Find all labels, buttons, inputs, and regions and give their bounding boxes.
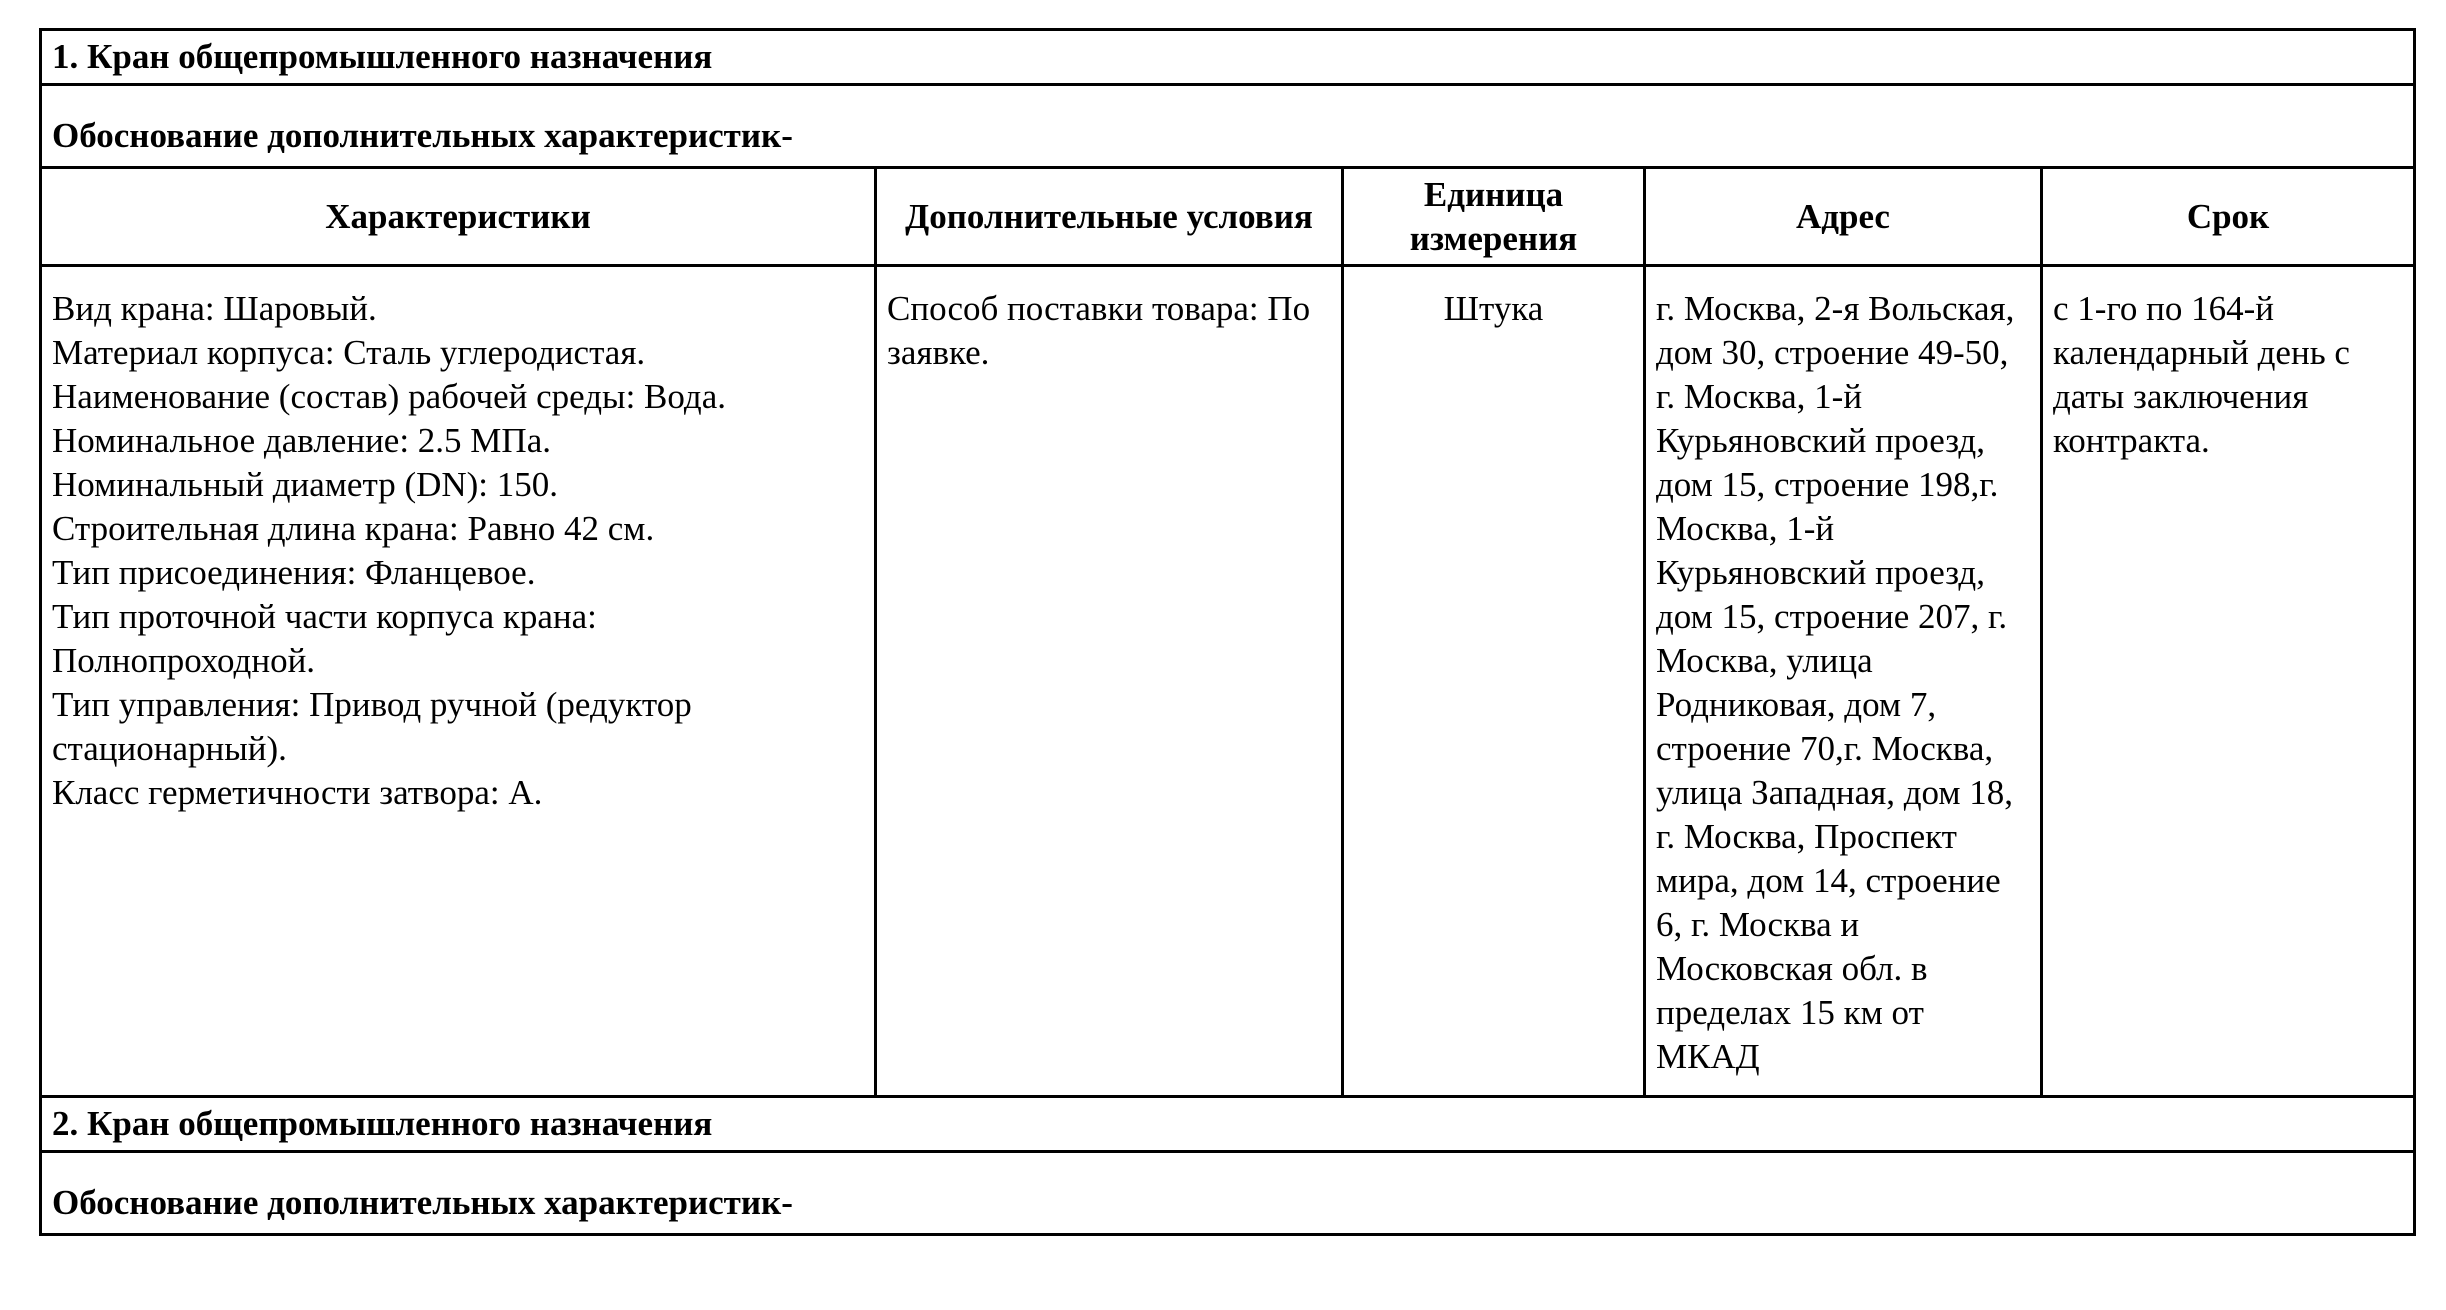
section-2-title-row (41, 1097, 2415, 1152)
section-1-justification-row (41, 85, 2415, 168)
unit-cell: Штука (1343, 266, 1645, 1097)
term-cell: с 1-го по 164-й календарный день с даты заключения контракта. (2042, 266, 2415, 1097)
address-cell: г. Москва, 2-я Вольская, дом 30, строение 49-50, г. Москва, 1-й Курьяновский проезд, дом 15, строение 198,г. Москва, 1-й Курьяновский проезд, дом 15, строение 207, г. Москва, улица Родниковая, дом 7, строение 70,г. Москва, улица Западная, дом 18, г. Москва, Проспект мира, дом 14, строение 6, г. Москва и Московская обл. в пределах 15 км от МКАД (1645, 266, 2042, 1097)
characteristic-line: Тип присоединения: Фланцевое. (52, 553, 536, 592)
header-unit: Единица измерения (1343, 168, 1645, 266)
section-1-title-row (41, 30, 2415, 85)
section-2-justification: Обоснование дополнительных характеристик- (41, 1152, 2415, 1235)
section-2-justification-row (41, 1152, 2415, 1235)
table-header-row (41, 168, 2415, 266)
conditions-cell: Способ поставки товара: По заявке. (876, 266, 1343, 1097)
characteristic-line: Тип управления: Привод ручной (редуктор стационарный). (52, 685, 692, 768)
characteristic-line: Номинальный диаметр (DN): 150. (52, 465, 559, 504)
characteristic-line: Номинальное давление: 2.5 МПа. (52, 421, 551, 460)
section-2-title: 2. Кран общепромышленного назначения (41, 1097, 2415, 1152)
header-characteristics: Характеристики (41, 168, 876, 266)
characteristics-cell (41, 266, 876, 1097)
characteristic-line: Строительная длина крана: Равно 42 см. (52, 509, 655, 548)
characteristic-line: Наименование (состав) рабочей среды: Вода. (52, 377, 726, 416)
spec-table (39, 28, 2416, 1236)
characteristic-line: Вид крана: Шаровый. (52, 289, 377, 328)
table-row (41, 266, 2415, 1097)
characteristic-line: Тип проточной части корпуса крана: Полнопроходной. (52, 597, 597, 680)
characteristic-line: Материал корпуса: Сталь углеродистая. (52, 333, 646, 372)
section-1-justification: Обоснование дополнительных характеристик- (41, 85, 2415, 168)
characteristic-line: Класс герметичности затвора: А. (52, 773, 543, 812)
header-term: Срок (2042, 168, 2415, 266)
section-1-title: 1. Кран общепромышленного назначения (41, 30, 2415, 85)
header-conditions: Дополнительные условия (876, 168, 1343, 266)
header-address: Адрес (1645, 168, 2042, 266)
procurement-spec-document (39, 28, 2413, 1236)
